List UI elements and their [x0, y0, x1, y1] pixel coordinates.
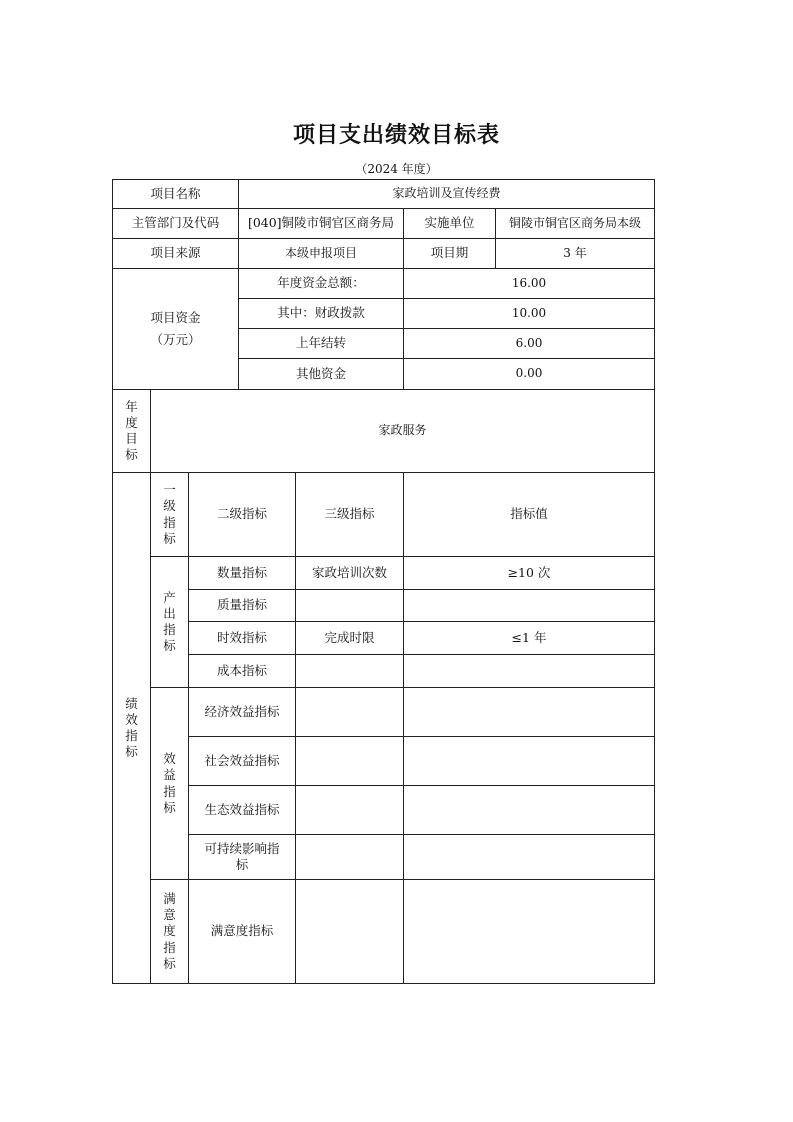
output-row	[113, 557, 655, 590]
benefit-level2: 社会效益指标	[189, 737, 296, 786]
benefit-value	[404, 688, 655, 737]
fund-unit-label: （万元）	[150, 332, 201, 347]
other-value: 0.00	[404, 359, 655, 390]
output-row	[113, 622, 655, 655]
benefit-value	[404, 835, 655, 880]
fiscal-label: 其中：财政拨款	[239, 299, 404, 329]
carryover-value: 6.00	[404, 329, 655, 359]
benefit-row	[113, 737, 655, 786]
satisfaction-row	[113, 880, 655, 984]
output-value: ≤1 年	[404, 622, 655, 655]
project-name-label: 项目名称	[113, 180, 239, 209]
row-indicator-header	[113, 473, 655, 557]
benefit-value	[404, 786, 655, 835]
fiscal-value: 10.00	[404, 299, 655, 329]
period-value: 3 年	[496, 239, 655, 269]
output-level3	[296, 590, 404, 622]
output-row	[113, 590, 655, 622]
output-value	[404, 590, 655, 622]
fund-label: 项目资金	[150, 309, 201, 325]
row-source	[113, 239, 655, 269]
output-value: ≥10 次	[404, 557, 655, 590]
impl-unit-value: 铜陵市铜官区商务局本级	[496, 209, 655, 239]
perf-label: 绩效指标	[113, 473, 151, 984]
row-annual-goal	[113, 390, 655, 473]
level3-header: 三级指标	[296, 473, 404, 557]
carryover-label: 上年结转	[239, 329, 404, 359]
impl-unit-label: 实施单位	[404, 209, 496, 239]
satisfaction-level2: 满意度指标	[189, 880, 296, 984]
source-label: 项目来源	[113, 239, 239, 269]
row-fund-total	[113, 269, 655, 299]
benefit-label: 效益指标	[151, 688, 189, 880]
fund-label-cell	[113, 269, 239, 390]
output-label: 产出指标	[151, 557, 189, 688]
annual-total-value: 16.00	[404, 269, 655, 299]
annual-goal-label: 年度目标	[113, 390, 151, 473]
benefit-row	[113, 688, 655, 737]
output-level3: 家政培训次数	[296, 557, 404, 590]
row-department	[113, 209, 655, 239]
benefit-row	[113, 786, 655, 835]
output-level3: 完成时限	[296, 622, 404, 655]
benefit-level3	[296, 835, 404, 880]
row-project-name	[113, 180, 655, 209]
output-row	[113, 655, 655, 688]
satisfaction-level3	[296, 880, 404, 984]
project-name-value: 家政培训及宣传经费	[239, 180, 655, 209]
other-label: 其他资金	[239, 359, 404, 390]
satisfaction-label: 满意度指标	[151, 880, 189, 984]
benefit-row	[113, 835, 655, 880]
satisfaction-value	[404, 880, 655, 984]
annual-total-label: 年度资金总额：	[239, 269, 404, 299]
benefit-level3	[296, 786, 404, 835]
output-level3	[296, 655, 404, 688]
level1-header: 一级指标	[151, 473, 189, 557]
benefit-value	[404, 737, 655, 786]
page-title: 项目支出绩效目标表	[292, 123, 500, 148]
output-level2: 时效指标	[189, 622, 296, 655]
performance-goal-table	[112, 179, 655, 984]
output-level2: 数量指标	[189, 557, 296, 590]
value-header: 指标值	[404, 473, 655, 557]
year-label: （2024 年度）	[355, 162, 438, 176]
period-label: 项目期	[404, 239, 496, 269]
annual-goal-value: 家政服务	[151, 390, 655, 473]
benefit-level2: 可持续影响指标	[189, 835, 296, 880]
benefit-level3	[296, 737, 404, 786]
benefit-level2: 经济效益指标	[189, 688, 296, 737]
level2-header: 二级指标	[189, 473, 296, 557]
department-label: 主管部门及代码	[113, 209, 239, 239]
source-value: 本级申报项目	[239, 239, 404, 269]
benefit-level2: 生态效益指标	[189, 786, 296, 835]
output-level2: 成本指标	[189, 655, 296, 688]
output-value	[404, 655, 655, 688]
output-level2: 质量指标	[189, 590, 296, 622]
benefit-level3	[296, 688, 404, 737]
department-value: [040]铜陵市铜官区商务局	[239, 209, 404, 239]
